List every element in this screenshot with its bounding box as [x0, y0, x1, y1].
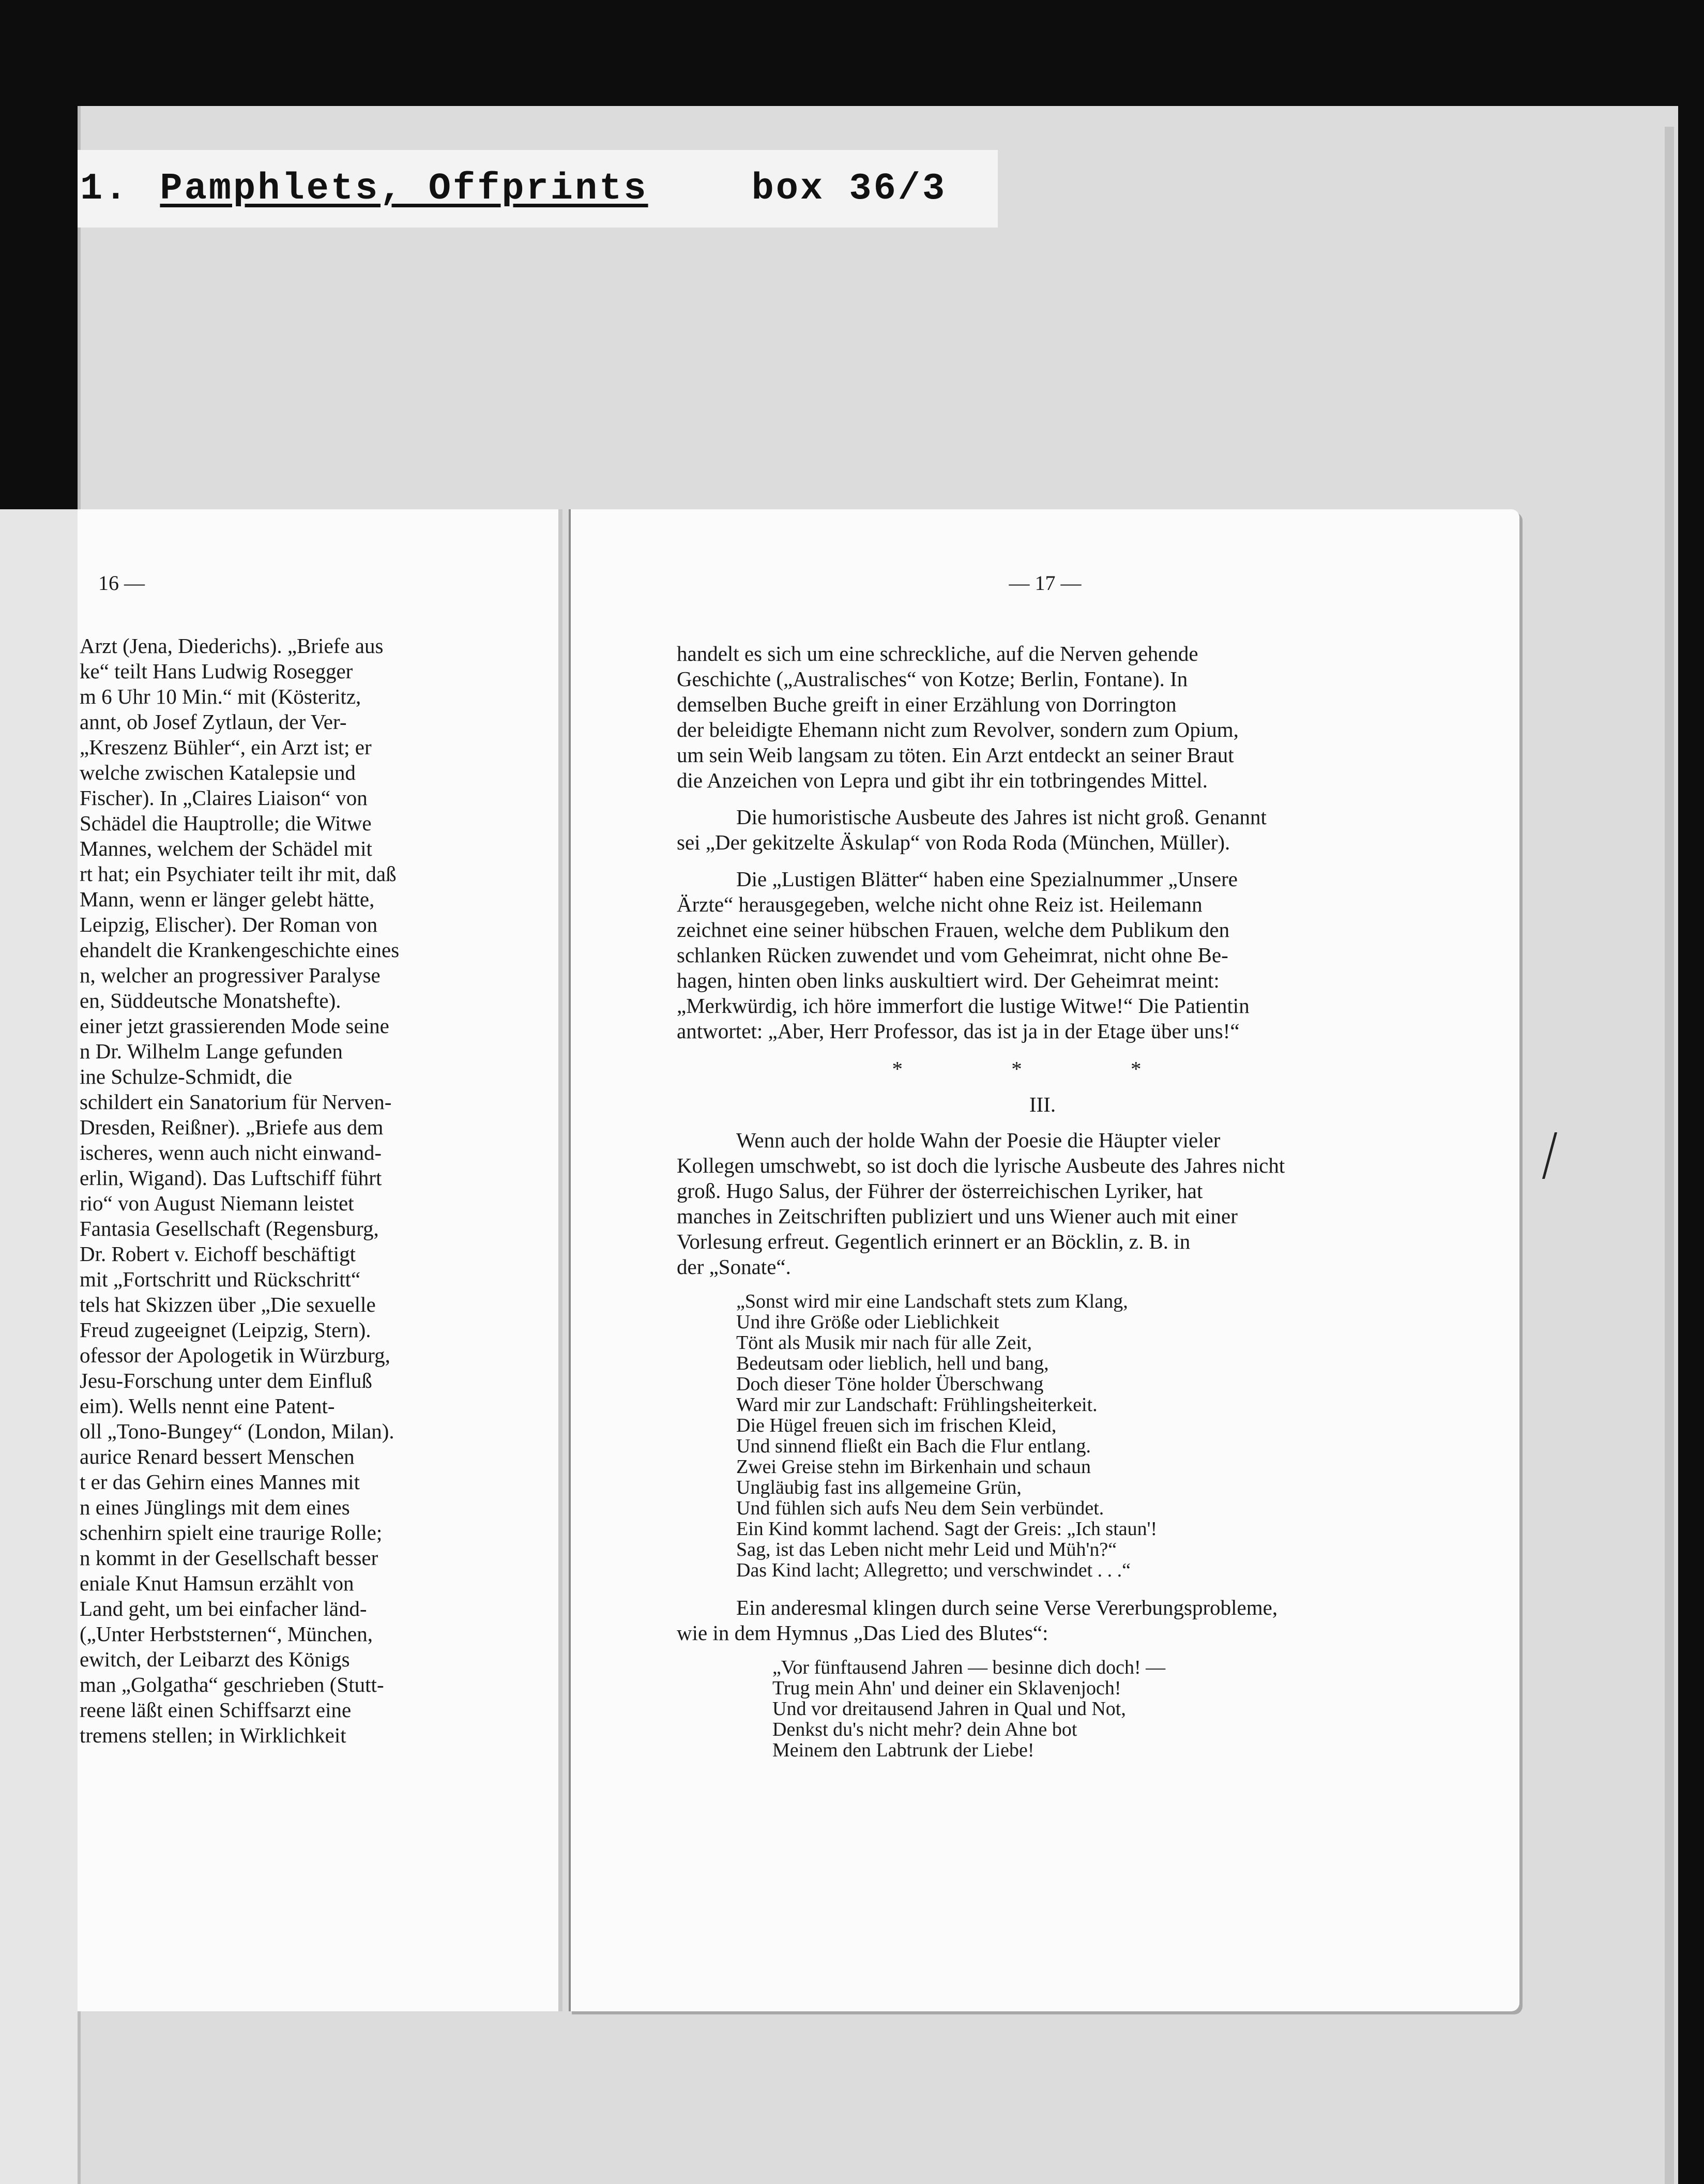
text-line: Freud zugeeignet (Leipzig, Stern).	[80, 1318, 371, 1342]
text-line: rt hat; ein Psychiater teilt ihr mit, daß	[80, 862, 397, 886]
text-line: Dr. Robert v. Eichoff beschäftigt	[80, 1242, 356, 1266]
text-line: Fischer). In „Claires Liaison“ von	[80, 786, 368, 810]
text-line: Dresden, Reißner). „Briefe aus dem	[80, 1115, 384, 1139]
text-line: Schädel die Hauptrolle; die Witwe	[80, 811, 372, 835]
text-line: eim). Wells nennt eine Patent-	[80, 1394, 335, 1418]
left-page-number: 16 —	[98, 571, 145, 595]
text-line: Ärzte“ herausgegeben, welche nicht ohne Reiz ist. Heilemann	[677, 892, 1203, 916]
verse-line: Sag, ist das Leben nicht mehr Leid und Müh'n?“	[736, 1539, 1117, 1560]
label-box-number: box 36/3	[751, 168, 947, 210]
verse-line: Doch dieser Töne holder Überschwang	[736, 1373, 1044, 1395]
text-line: antwortet: „Aber, Herr Professor, das ist ja in der Etage über uns!“	[677, 1019, 1240, 1043]
text-line: groß. Hugo Salus, der Führer der österreichischen Lyriker, hat	[677, 1179, 1203, 1203]
text-line: n Dr. Wilhelm Lange gefunden	[80, 1039, 343, 1063]
verse-line: Tönt als Musik mir nach für alle Zeit,	[736, 1332, 1032, 1354]
text-line: Mann, wenn er länger gelebt hätte,	[80, 887, 375, 911]
verse-line: Bedeutsam oder lieblich, hell und bang,	[736, 1353, 1049, 1374]
paragraph-5	[677, 1595, 1408, 1646]
verse-line: Und ihre Größe oder Lieblichkeit	[736, 1311, 999, 1333]
verse-line: Denkst du's nicht mehr? dein Ahne bot	[772, 1719, 1077, 1740]
paragraph-2	[677, 805, 1408, 855]
text-line: handelt es sich um eine schreckliche, auf die Nerven gehende	[677, 642, 1198, 665]
text-line: t er das Gehirn eines Mannes mit	[80, 1470, 360, 1494]
text-line: „Merkwürdig, ich höre immerfort die lustige Witwe!“ Die Patientin	[677, 994, 1250, 1018]
text-line: Mannes, welchem der Schädel mit	[80, 837, 372, 860]
label-title: Pamphlets, Offprints	[160, 168, 648, 210]
text-line: m 6 Uhr 10 Min.“ mit (Kösteritz,	[80, 685, 361, 708]
text-line: Arzt (Jena, Diederichs). „Briefe aus	[80, 634, 384, 658]
text-line: zeichnet eine seiner hübschen Frauen, welche dem Publikum den	[677, 918, 1230, 942]
folder-label	[78, 150, 998, 228]
text-line: einer jetzt grassierenden Mode seine	[80, 1014, 389, 1038]
verse-line: „Vor fünftausend Jahren — besinne dich doch! —	[772, 1657, 1166, 1678]
text-line: welche zwischen Katalepsie und	[80, 761, 356, 784]
text-line: schlanken Rücken zuwendet und vom Geheimrat, nicht ohne Be-	[677, 943, 1228, 967]
text-line: n, welcher an progressiver Paralyse	[80, 963, 381, 987]
text-line: ehandelt die Krankengeschichte eines	[80, 938, 400, 962]
text-line: um sein Weib langsam zu töten. Ein Arzt entdeckt an seiner Braut	[677, 743, 1234, 767]
verse-line: Ungläubig fast ins allgemeine Grün,	[736, 1477, 1022, 1498]
paragraph-4	[677, 1128, 1408, 1280]
text-line: Vorlesung erfreut. Gegentlich erinnert er an Böcklin, z. B. in	[677, 1230, 1191, 1253]
verse-line: Zwei Greise stehn im Birkenhain und schaun	[736, 1456, 1091, 1478]
folder-edge	[1665, 127, 1674, 2184]
verse-line: Und vor dreitausend Jahren in Qual und Not,	[772, 1698, 1126, 1720]
text-line: schenhirn spielt eine traurige Rolle;	[80, 1521, 383, 1544]
text-line: ischeres, wenn auch nicht einwand-	[80, 1141, 382, 1164]
text-line: mit „Fortschritt und Rückschritt“	[80, 1267, 361, 1291]
text-line: („Unter Herbststernen“, München,	[80, 1622, 373, 1646]
text-line: Die „Lustigen Blätter“ haben eine Spezialnummer „Unsere	[736, 867, 1238, 891]
right-page-text	[677, 641, 1408, 1761]
text-line: rio“ von August Niemann leistet	[80, 1191, 354, 1215]
verse-line: Die Hügel freuen sich im frischen Kleid,	[736, 1415, 1057, 1436]
section-stars: * * *	[892, 1057, 1193, 1081]
text-line: schildert ein Sanatorium für Nerven-	[80, 1090, 392, 1114]
text-line: sei „Der gekitzelte Äskulap“ von Roda Roda (München, Müller).	[677, 830, 1230, 854]
text-line: demselben Buche greift in einer Erzählung von Dorrington	[677, 692, 1177, 716]
text-line: Land geht, um bei einfacher länd-	[80, 1597, 367, 1620]
text-line: Kollegen umschwebt, so ist doch die lyrische Ausbeute des Jahres nicht	[677, 1154, 1285, 1177]
text-line: Geschichte („Australisches“ von Kotze; Berlin, Fontane). In	[677, 667, 1188, 691]
verse-line: Meinem den Labtrunk der Liebe!	[772, 1739, 1034, 1761]
poem-sonate	[736, 1291, 1408, 1581]
text-line: erlin, Wigand). Das Luftschiff führt	[80, 1166, 382, 1190]
right-page-number: — 17 —	[1009, 571, 1082, 595]
text-line: en, Süddeutsche Monatshefte).	[80, 989, 341, 1012]
left-margin-strip	[0, 509, 78, 2184]
right-page	[569, 509, 1519, 2011]
text-line: die Anzeichen von Lepra und gibt ihr ein totbringendes Mittel.	[677, 768, 1208, 792]
section-heading: III.	[1029, 1093, 1056, 1116]
text-line: Wenn auch der holde Wahn der Poesie die Häupter vieler	[736, 1128, 1221, 1152]
text-line: manches in Zeitschriften publiziert und uns Wiener auch mit einer	[677, 1204, 1238, 1228]
verse-line: Trug mein Ahn' und deiner ein Sklavenjoch!	[772, 1677, 1121, 1699]
text-line: reene läßt einen Schiffsarzt eine	[80, 1698, 352, 1722]
left-page	[78, 509, 558, 2011]
text-line: wie in dem Hymnus „Das Lied des Blutes“:	[677, 1621, 1048, 1645]
paragraph-1	[677, 641, 1408, 793]
text-line: der beleidigte Ehemann nicht zum Revolver, sondern zum Opium,	[677, 718, 1239, 741]
text-line: n eines Jünglings mit dem eines	[80, 1495, 350, 1519]
text-line: hagen, hinten oben links auskultiert wird. Der Geheimrat meint:	[677, 968, 1220, 992]
verse-line: Ein Kind kommt lachend. Sagt der Greis: „Ich staun'!	[736, 1518, 1158, 1540]
text-line: Fantasia Gesellschaft (Regensburg,	[80, 1217, 379, 1240]
text-line: ofessor der Apologetik in Würzburg,	[80, 1343, 390, 1367]
text-line: n kommt in der Gesellschaft besser	[80, 1546, 378, 1570]
text-line: aurice Renard bessert Menschen	[80, 1445, 355, 1468]
text-line: oll „Tono-Bungey“ (London, Milan).	[80, 1419, 394, 1443]
text-line: der „Sonate“.	[677, 1255, 791, 1279]
verse-line: Das Kind lacht; Allegretto; und verschwindet . . .“	[736, 1559, 1131, 1581]
verse-line: Und sinnend fließt ein Bach die Flur entlang.	[736, 1435, 1091, 1457]
text-line: ine Schulze-Schmidt, die	[80, 1065, 293, 1088]
verse-line: Ward mir zur Landschaft: Frühlingsheiterkeit.	[736, 1394, 1098, 1416]
left-page-text	[78, 633, 452, 1748]
poem-lied-des-blutes	[772, 1657, 1408, 1761]
text-line: Leipzig, Elischer). Der Roman von	[80, 913, 378, 936]
text-line: tels hat Skizzen über „Die sexuelle	[80, 1293, 376, 1316]
text-line: ke“ teilt Hans Ludwig Rosegger	[80, 659, 353, 683]
text-line: tremens stellen; in Wirklichkeit	[80, 1723, 346, 1747]
verse-line: Und fühlen sich aufs Neu dem Sein verbündet.	[736, 1497, 1104, 1519]
text-line: Ein anderesmal klingen durch seine Verse Vererbungsprobleme,	[736, 1596, 1278, 1619]
text-line: „Kreszenz Bühler“, ein Arzt ist; er	[80, 735, 372, 759]
text-line: man „Golgatha“ geschrieben (Stutt-	[80, 1673, 384, 1696]
text-line: Jesu-Forschung unter dem Einfluß	[80, 1369, 372, 1392]
text-line: annt, ob Josef Zytlaun, der Ver-	[80, 710, 347, 734]
text-line: eniale Knut Hamsun erzählt von	[80, 1571, 354, 1595]
text-line: ewitch, der Leibarzt des Königs	[80, 1647, 350, 1671]
verse-line: „Sonst wird mir eine Landschaft stets zum Klang,	[736, 1291, 1128, 1312]
label-number: 1.	[80, 168, 129, 210]
paragraph-3	[677, 867, 1408, 1044]
text-line: Die humoristische Ausbeute des Jahres ist nicht groß. Genannt	[736, 805, 1267, 829]
